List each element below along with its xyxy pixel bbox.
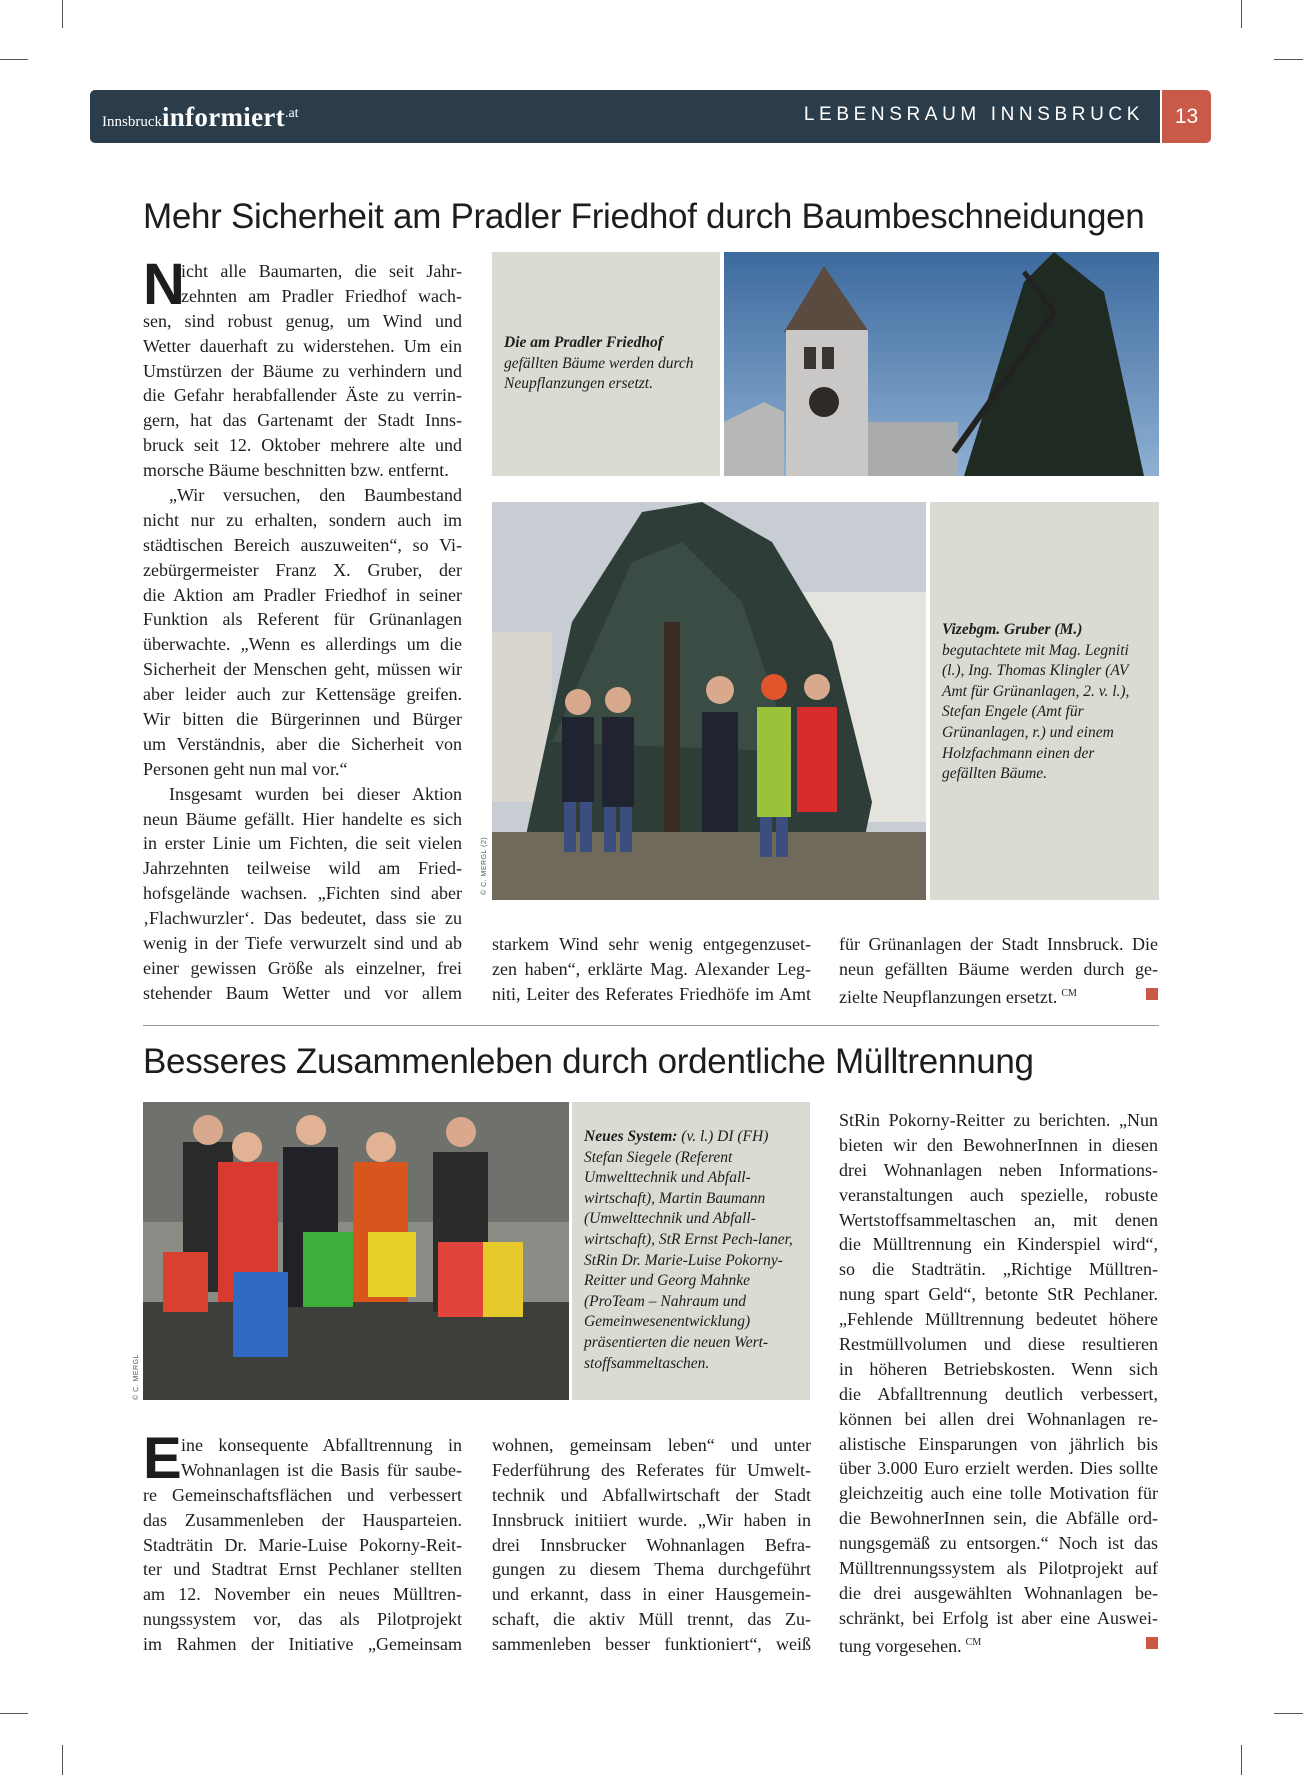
line-text: Federführung des Referates für Umwelt-	[492, 1459, 811, 1480]
photo-credit: © C. MERGL	[133, 1354, 140, 1400]
text-line	[492, 1533, 811, 1558]
line-text: die drei ausgewählten Wohnanlagen be-	[839, 1582, 1158, 1603]
text-line	[839, 1407, 1158, 1432]
text-line	[839, 1257, 1158, 1282]
line-text: das Zusammenleben der Hausparteien.	[143, 1509, 462, 1530]
line-text: können bei allen drei Wohnanlagen re-	[839, 1408, 1158, 1429]
text-line	[143, 707, 462, 732]
line-text: ‚Flachwurzler‘. Das bedeutet, dass sie zu	[143, 908, 462, 929]
article-column	[143, 1426, 462, 1657]
line-text: aber leider auch zur Kettensäge greifen.	[143, 684, 462, 705]
text-line	[143, 1508, 462, 1533]
section-title: LEBENSRAUM INNSBRUCK	[803, 104, 1144, 125]
text-line	[839, 1531, 1158, 1556]
line-text: am 12. November ein neues Mülltren-	[143, 1584, 462, 1605]
line-text: und erkannt, dass in einer Hausgemein-	[492, 1584, 811, 1605]
article-title: Mehr Sicherheit am Pradler Friedhof durch Baumbeschneidungen	[143, 197, 1145, 236]
text-line	[839, 1631, 1158, 1656]
text-line	[839, 1133, 1158, 1158]
text-line	[143, 831, 462, 856]
line-text: sammenleben besser funktioniert“, weiß	[492, 1634, 811, 1655]
line-text: niti, Leiter des Referates Friedhöfe im Amt	[492, 983, 811, 1004]
author-signature: CM	[965, 1636, 982, 1648]
logo: Innsbruckinformiert.at	[102, 102, 299, 132]
page-header	[90, 90, 1160, 143]
line-text: die Gefahr herabfallender Äste zu verrin-	[143, 385, 462, 406]
text-line	[143, 1632, 462, 1657]
photo-credit: © C. MERGL (2)	[481, 836, 488, 895]
text-line	[143, 483, 462, 508]
end-of-article-mark	[1146, 988, 1158, 1000]
text-line	[143, 1433, 462, 1458]
text-line	[143, 433, 462, 458]
crop-mark	[1241, 0, 1242, 28]
text-line	[839, 1158, 1158, 1183]
line-text: morsche Bäume beschnitten bzw. entfernt.	[143, 460, 449, 481]
text-line	[839, 1357, 1158, 1382]
group-with-tree-photo	[492, 502, 926, 900]
text-line	[839, 1208, 1158, 1233]
line-text: Wohnanlagen ist die Basis für saube-	[181, 1459, 462, 1480]
text-line	[839, 1332, 1158, 1357]
text-line	[143, 782, 462, 807]
line-text: „Fehlende Mülltrennung bedeutet höhere	[839, 1309, 1158, 1330]
line-text: Umstürzen der Bäume zu verhindern und	[143, 360, 462, 381]
line-text: nung spart Geld“, betonte StR Pechlaner.	[839, 1284, 1158, 1305]
page-number: 13	[1162, 90, 1211, 143]
line-text: für Grünanlagen der Stadt Innsbruck. Die	[839, 934, 1158, 954]
line-text: Funktion als Referent für Grünanlagen	[143, 609, 462, 630]
crop-mark	[0, 1713, 28, 1714]
group-with-bags-photo	[143, 1102, 569, 1400]
line-text: drei Innsbrucker Wohnanlagen Befra-	[492, 1534, 811, 1555]
line-text: zielte Neupflanzungen ersetzt.	[839, 986, 1058, 1007]
text-line	[143, 359, 462, 384]
line-text: Innsbruck initiiert wurde. „Wir haben in	[492, 1509, 811, 1530]
text-line	[839, 982, 1158, 1007]
text-line	[143, 259, 462, 284]
line-text: sen, sind robust genug, um Wind und	[143, 310, 462, 331]
line-text: die Abfalltrennung deutlich verbessert,	[839, 1383, 1158, 1404]
drop-cap: N	[143, 252, 185, 317]
article-column	[492, 1433, 811, 1657]
text-line	[839, 1581, 1158, 1606]
text-line	[839, 1307, 1158, 1332]
line-text: veranstaltungen auch spezielle, robuste	[839, 1184, 1158, 1205]
line-text: drei Wohnanlagen neben Informations-	[839, 1159, 1158, 1180]
text-line	[143, 334, 462, 359]
text-line	[143, 931, 462, 956]
line-text: gleichzeitig auch eine tolle Motivation für	[839, 1483, 1158, 1504]
text-line	[143, 906, 462, 931]
text-line	[143, 1458, 462, 1483]
text-line	[492, 982, 811, 1007]
article-column	[839, 932, 1158, 1007]
photo-caption: Die am Pradler Friedhof gefällten Bäume werden durch Neupflanzungen ersetzt.	[492, 252, 720, 476]
text-line	[143, 1533, 462, 1558]
crop-mark	[62, 1745, 63, 1775]
text-line	[143, 807, 462, 832]
text-line	[143, 408, 462, 433]
line-text: Restmüllvolumen und diese resultieren	[839, 1334, 1158, 1355]
line-text: bieten wir den BewohnerInnen in diesen	[839, 1134, 1158, 1155]
line-text: ter und Stadtrat Ernst Pechlaner stellten	[143, 1559, 462, 1580]
line-text: gungen zu diesem Thema durchgeführt	[492, 1559, 811, 1580]
line-text: Wertstoffsammeltaschen an, mit denen	[839, 1209, 1158, 1230]
article-column	[143, 252, 462, 1006]
text-line	[143, 458, 462, 483]
text-line	[143, 856, 462, 881]
text-line	[839, 1481, 1158, 1506]
text-line	[839, 1506, 1158, 1531]
line-text: tung vorgesehen.	[839, 1635, 962, 1656]
line-text: Sicherheit der Menschen geht, müssen wir	[143, 659, 462, 680]
photo-caption: Vizebgm. Gruber (M.) begutachtete mit Mag. Legniti (l.), Ing. Thomas Klingler (AV Amt für Grünanlagen, 2. v. l.), Stefan Engele (Amt für Grünanlagen, r.) und einem Holzfachmann einen der gefällten Bäume.	[930, 502, 1159, 900]
text-line	[143, 583, 462, 608]
line-text: Wetter dauerhaft zu widerstehen. Um ein	[143, 335, 462, 356]
text-line	[839, 1183, 1158, 1208]
article-column	[839, 1108, 1158, 1656]
text-line	[492, 1632, 811, 1657]
text-line	[839, 1606, 1158, 1631]
text-line	[839, 1282, 1158, 1307]
line-text: Wir bitten die Bürgerinnen und Bürger	[143, 709, 462, 730]
line-text: städtischen Bereich auszuweiten“, so Vi-	[143, 534, 462, 555]
line-text: stehender Baum Wetter und vor allem	[143, 982, 462, 1003]
author-signature: CM	[1061, 987, 1077, 999]
line-text: schränkt, bei Erfolg ist aber eine Auswei-	[839, 1607, 1158, 1628]
text-line	[143, 956, 462, 981]
line-text: Mülltrennungssystem als Pilotprojekt auf	[839, 1558, 1158, 1579]
end-of-article-mark	[1146, 1637, 1158, 1649]
text-line	[143, 309, 462, 334]
line-text: die Aktion am Pradler Friedhof in seiner	[143, 584, 462, 605]
line-text: gern, hat das Gartenamt der Stadt Inns-	[143, 410, 462, 431]
text-line	[839, 1382, 1158, 1407]
line-text: Personen geht nun mal vor.“	[143, 758, 348, 779]
line-text: nungssystem vor, das als Pilotprojekt	[143, 1609, 462, 1630]
article-column	[492, 932, 811, 1007]
line-text: im Rahmen der Initiative „Gemeinsam	[143, 1634, 462, 1655]
line-text: StRin Pokorny-Reitter zu berichten. „Nun	[839, 1110, 1158, 1130]
text-line	[839, 957, 1158, 982]
church-tower-photo	[724, 252, 1159, 476]
text-line	[143, 558, 462, 583]
line-text: die Mülltrennung ein Kinderspiel wird“,	[839, 1234, 1158, 1255]
crop-mark	[1274, 59, 1303, 60]
crop-mark	[1274, 1713, 1303, 1714]
text-line	[492, 957, 811, 982]
line-text: re Gemeinschaftsflächen und verbessert	[143, 1484, 462, 1505]
text-line	[492, 1607, 811, 1632]
text-line	[492, 1582, 811, 1607]
line-text: zehnten am Pradler Friedhof wach-	[181, 285, 462, 306]
line-text: die BewohnerInnen sein, die Abfälle ord-	[839, 1508, 1158, 1529]
line-text: neun gefällten Bäume werden durch ge-	[839, 958, 1158, 979]
text-line	[143, 1557, 462, 1582]
crop-mark	[62, 0, 63, 28]
line-text: „Wir versuchen, den Baumbestand	[169, 485, 462, 506]
line-text: über 3.000 Euro erzielt werden. Dies sollte	[839, 1458, 1158, 1479]
text-line	[143, 1582, 462, 1607]
text-line	[143, 682, 462, 707]
line-text: Insgesamt wurden bei dieser Aktion	[169, 783, 462, 804]
line-text: so die Stadträtin. „Richtige Mülltren-	[839, 1259, 1158, 1280]
text-line	[143, 881, 462, 906]
crop-mark	[1241, 1745, 1242, 1775]
line-text: alistische Einsparungen von jährlich bis	[839, 1433, 1158, 1454]
text-line	[143, 657, 462, 682]
line-text: nungsgemäß zu entsorgen.“ Noch ist das	[839, 1533, 1158, 1554]
text-line	[492, 1458, 811, 1483]
line-text: überwachte. „Wenn es allerdings um die	[143, 634, 462, 655]
text-line	[492, 1557, 811, 1582]
drop-cap: E	[143, 1426, 182, 1491]
line-text: Stadträtin Dr. Marie-Luise Pokorny-Reit-	[143, 1534, 462, 1555]
line-text: wenig in der Tiefe verwurzelt sind und ab	[143, 933, 462, 954]
text-line	[839, 1556, 1158, 1581]
line-text: in höheren Betriebskosten. Wenn sich	[839, 1358, 1158, 1379]
line-text: starkem Wind sehr wenig entgegenzuset-	[492, 934, 811, 954]
line-text: ine konsequente Abfalltrennung in	[181, 1435, 462, 1455]
text-line	[143, 533, 462, 558]
article-title: Besseres Zusammenleben durch ordentliche Mülltrennung	[143, 1042, 1034, 1081]
line-text: neun Bäume gefällt. Hier handelte es sich	[143, 808, 462, 829]
text-line	[839, 1108, 1158, 1133]
text-line	[492, 1433, 811, 1458]
text-line	[143, 607, 462, 632]
line-text: einer gewissen Größe als einzelner, frei	[143, 957, 462, 978]
text-line	[492, 1508, 811, 1533]
text-line	[143, 981, 462, 1006]
text-line	[492, 932, 811, 957]
text-line	[839, 1456, 1158, 1481]
line-text: nicht nur zu erhalten, sondern auch im	[143, 509, 462, 530]
line-text: hofsgelände wachsen. „Fichten sind aber	[143, 883, 462, 904]
text-line	[143, 632, 462, 657]
text-line	[143, 732, 462, 757]
text-line	[839, 1232, 1158, 1257]
text-line	[143, 1483, 462, 1508]
line-text: um Verständnis, aber die Sicherheit von	[143, 733, 462, 754]
line-text: icht alle Baumarten, die seit Jahr-	[181, 261, 462, 281]
text-line	[143, 757, 462, 782]
line-text: wohnen, gemeinsam leben“ und unter	[492, 1435, 811, 1455]
text-line	[143, 1607, 462, 1632]
line-text: schaft, die aktiv Müll trennt, das Zu-	[492, 1609, 811, 1630]
line-text: zebürgermeister Franz X. Gruber, der	[143, 559, 462, 580]
text-line	[839, 932, 1158, 957]
text-line	[839, 1432, 1158, 1457]
text-line	[492, 1483, 811, 1508]
text-line	[143, 508, 462, 533]
crop-mark	[0, 59, 28, 60]
line-text: bruck seit 12. Oktober mehrere alte und	[143, 435, 462, 456]
line-text: technik und Abfallwirtschaft der Stadt	[492, 1484, 811, 1505]
line-text: Jahrzehnten teilweise wild am Fried-	[143, 858, 462, 879]
text-line	[143, 383, 462, 408]
photo-caption: Neues System: (v. l.) DI (FH) Stefan Siegele (Referent Umwelttechnik und Abfall-wirtschaft), Martin Baumann (Umwelttechnik und Abfall-wirtschaft), StR Ernst Pech-laner, StRin Dr. Marie-Luise Pokorny-Reitter und Georg Mahnke (ProTeam – Nahraum und Gemeinwesenentwicklung) präsentierten die neuen Wert-stoffsammeltaschen.	[572, 1102, 810, 1400]
line-text: in erster Linie um Fichten, die seit vielen	[143, 833, 462, 854]
text-line	[143, 284, 462, 309]
line-text: zen haben“, erklärte Mag. Alexander Leg-	[492, 958, 811, 979]
divider	[143, 1025, 1159, 1026]
